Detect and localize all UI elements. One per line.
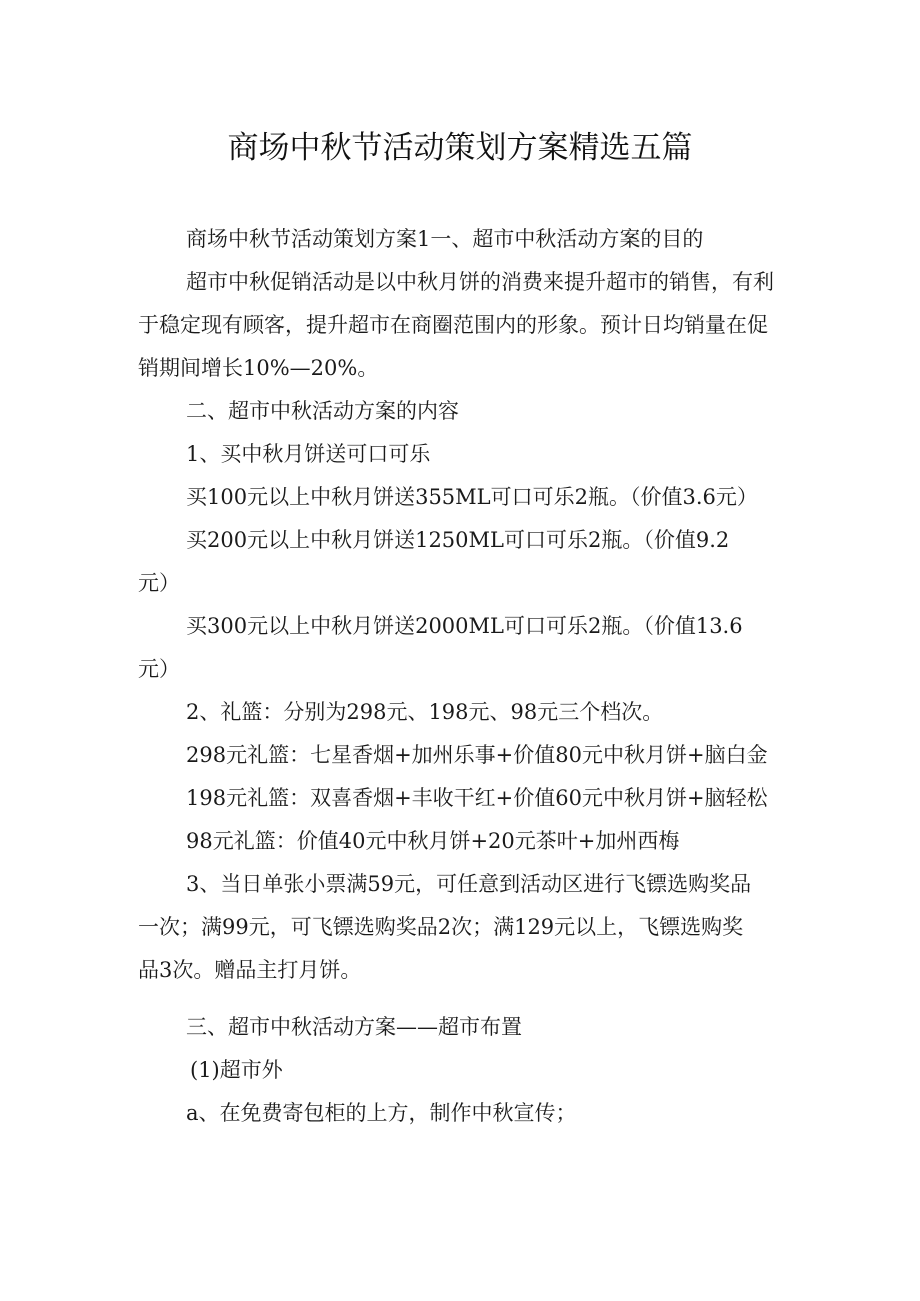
- paragraph-line: 销期间增长10%—20%。: [138, 356, 379, 380]
- paragraph-line: 品3次。赠品主打月饼。: [138, 958, 362, 982]
- paragraph-line: 商场中秋节活动策划方案1一、超市中秋活动方案的目的: [186, 227, 704, 251]
- paragraph-line: 元）: [138, 571, 180, 595]
- paragraph-line: 元）: [138, 657, 180, 681]
- document-body: [138, 218, 784, 1135]
- paragraph-line: 3、当日单张小票满59元，可任意到活动区进行飞镖选购奖品: [186, 872, 752, 896]
- subsection-heading: 2、礼篮：分别为298元、198元、98元三个档次。: [186, 700, 664, 724]
- paragraph-line: 买100元以上中秋月饼送355ML可口可乐2瓶。（价值3.6元）: [186, 485, 758, 509]
- paragraph-line: 一次；满99元，可飞镖选购奖品2次；满129元以上，飞镖选购奖: [138, 915, 744, 939]
- paragraph-spacer: [138, 992, 784, 1006]
- subsection-heading: (1)超市外: [190, 1058, 283, 1082]
- paragraph-line: a、在免费寄包柜的上方，制作中秋宣传；: [186, 1101, 577, 1125]
- paragraph-line: 超市中秋促销活动是以中秋月饼的消费来提升超市的销售，有利: [186, 270, 774, 294]
- paragraph-line: 买200元以上中秋月饼送1250ML可口可乐2瓶。（价值9.2: [186, 528, 730, 552]
- paragraph-line: 198元礼篮：双喜香烟+丰收干红+价值60元中秋月饼+脑轻松: [186, 786, 768, 810]
- paragraph-line: 买300元以上中秋月饼送2000ML可口可乐2瓶。（价值13.6: [186, 614, 743, 638]
- paragraph-line: 于稳定现有顾客，提升超市在商圈范围内的形象。预计日均销量在促: [138, 313, 768, 337]
- section-heading: 二、超市中秋活动方案的内容: [186, 399, 459, 423]
- paragraph-line: 298元礼篮：七星香烟+加州乐事+价值80元中秋月饼+脑白金: [186, 743, 768, 767]
- section-heading: 三、超市中秋活动方案——超市布置: [186, 1015, 522, 1039]
- subsection-heading: 1、买中秋月饼送可口可乐: [186, 442, 431, 466]
- document-title: 商场中秋节活动策划方案精选五篇: [227, 130, 693, 166]
- paragraph-line: 98元礼篮：价值40元中秋月饼+20元茶叶+加州西梅: [186, 829, 680, 853]
